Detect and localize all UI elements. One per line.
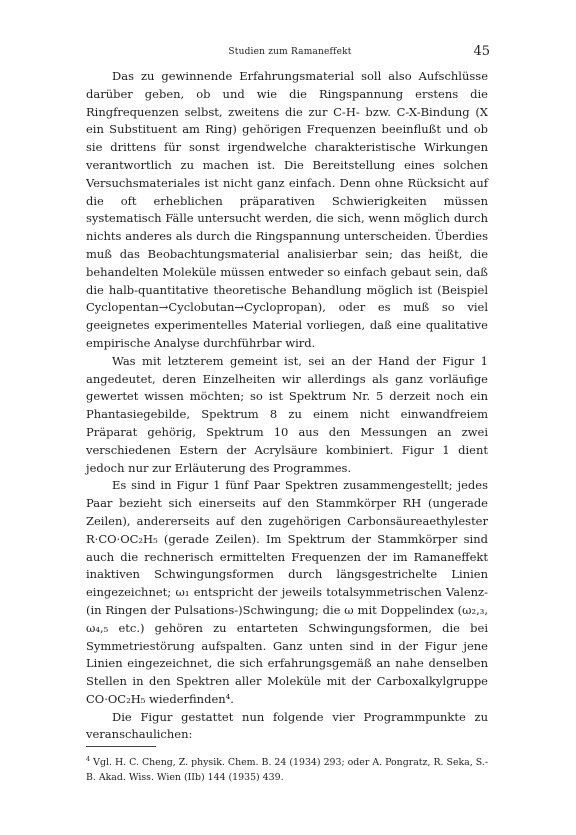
paragraph: Es sind in Figur 1 fünf Paar Spektren zusammengestellt; jedes Paar bezieht sich einerseits auf den Stammkörper RH (ungerade Zeilen), andererseits auf den zugehörigen Carbonsäureaethylester R·CO·OC₂H₅ (gerade Zeilen). Im Spektrum der Stammkörper sind auch die rechnerisch ermittelten Frequenzen der im Ramaneffekt inaktiven Schwingungsformen durch längsgestrichelte Linien eingezeichnet; ω₁ entspricht der jeweils totalsymmetrischen Valenz-(in Ringen der Pulsations-)Schwingung; die ω mit Doppelindex (ω₂,₃, ω₄,₅ etc.) gehören zu entarteten Schwingungsformen, die bei Symmetriestörung aufspalten. Ganz unten sind in der Figur jene Linien eingezeichnet, die sich erfahrungsgemäß an nahe denselben Stellen in den Spektren aller Moleküle mit der Carboxalkylgruppe CO·OC₂H₅ wiederfinden⁴. <box>86 478 488 706</box>
paragraph: Die Figur gestattet nun folgende vier Programmpunkte zu veranschaulichen: <box>86 709 488 742</box>
footnote-divider <box>86 746 156 747</box>
page-number: 45 <box>473 44 490 59</box>
running-title: Studien zum Ramaneffekt <box>228 47 352 57</box>
footnote-text: Vgl. H. C. Cheng, Z. physik. Chem. B. 24 (1934) 293; oder A. Pongratz, R. Seka, S.-B. Akad. Wiss. Wien (IIb) 144 (1935) 439. <box>86 757 489 783</box>
paragraph: Was mit letzterem gemeint ist, sei an der Hand der Figur 1 angedeutet, deren Einzelheiten wir allerdings als ganz vorläufige gewertet wissen möchten; so ist Spektrum Nr. 5 derzeit noch ein Phantasiegebilde, Spektrum 8 zu einem nicht einwandfreiem Präparat gehörig, Spektrum 10 aus den Messungen an zwei verschiedenen Estern der Acrylsäure kombiniert. Figur 1 dient jedoch nur zur Erläuterung des Programmes. <box>86 353 488 475</box>
paragraph: Das zu gewinnende Erfahrungsmaterial soll also Aufschlüsse darüber geben, ob und wie die Ringspannung erstens die Ringfrequenzen selbst, zweitens die zur C-H- bzw. C-X-Bindung (X ein Substituent am Ring) gehörigen Frequenzen beeinflußt und ob sie drittens für sonst irgendwelche charakteristische Wirkungen verantwortlich zu machen ist. Die Bereitstellung eines solchen Versuchsmateriales ist nicht ganz einfach. Denn ohne Rücksicht auf die oft erheblichen präparativen Schwierigkeiten müssen systematisch Fälle untersucht werden, die sich, wenn möglich durch nichts anderes als durch die Ringspannung unterscheiden. Überdies muß das Beobachtungsmaterial analisierbar sein; das heißt, die behandelten Moleküle müssen entweder so einfach gebaut sein, daß die halb-quantitative theoretische Behandlung möglich ist (Beispiel Cyclopentan→Cyclobutan→Cyclopropan), oder es muß so viel geeignetes experimentelles Material vorliegen, daß eine qualitative empirische Analyse durchführbar wird. <box>86 69 488 350</box>
footnote <box>86 752 488 785</box>
body-text <box>86 68 488 744</box>
footnote-index: 4 <box>86 755 91 763</box>
